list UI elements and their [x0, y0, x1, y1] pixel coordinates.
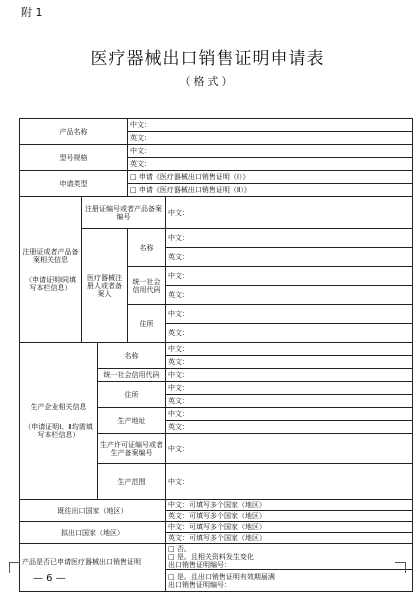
applied-yes-line-2: 出口销售证明编号：: [168, 580, 231, 589]
mfr-license-field[interactable]: 中文：: [166, 434, 413, 464]
exported-countries-cn-field[interactable]: 中文：可填写多个国家（地区）: [166, 500, 413, 511]
registrant-label: 医疗器械注册人或者备案人: [82, 229, 128, 343]
mfr-address-en-field[interactable]: 英文：: [166, 395, 413, 408]
apply-type-option-1[interactable]: □ 申请《医疗器械出口销售证明（Ⅰ）》: [128, 171, 413, 184]
reg-cert-no-field[interactable]: 中文：: [166, 197, 413, 229]
applied-before-label: 产品是否已申请医疗器械出口销售证明: [20, 544, 166, 592]
mfr-scope-field[interactable]: 中文：: [166, 464, 413, 500]
model-spec-cn-field[interactable]: 中文：: [128, 145, 413, 158]
model-spec-cn-row: [20, 145, 413, 158]
product-name-label: 产品名称: [20, 119, 128, 145]
page-corner-right: [395, 562, 406, 573]
reg-cert-row: [20, 197, 413, 229]
applied-yes-line-1: □ 是。且出口销售证明有效期届满: [168, 572, 275, 581]
mfr-prod-address-label: 生产地址: [98, 408, 166, 434]
mfr-name-cn-row: [20, 343, 413, 356]
planned-countries-cn-row: [20, 522, 413, 533]
mfr-name-label: 名称: [98, 343, 166, 369]
registrant-address-en-field[interactable]: 英文：: [166, 324, 413, 343]
mfr-address-label: 住所: [98, 382, 166, 408]
mfr-license-label: 生产许可证编号或者生产备案编号: [98, 434, 166, 464]
product-name-cn-row: [20, 119, 413, 132]
application-form-table: [19, 118, 413, 592]
page-number: — 6 —: [33, 573, 66, 584]
planned-countries-en-field[interactable]: 英文：可填写多个国家（地区）: [166, 533, 413, 544]
registrant-credit-label: 统一社会信用代码: [128, 267, 166, 305]
document-subtitle: （格式）: [179, 75, 236, 88]
apply-type-label: 申请类型: [20, 171, 128, 197]
applied-no-line-2: □ 是。且相关资料发生变化: [168, 552, 254, 561]
mfr-prod-address-en-field[interactable]: 英文：: [166, 421, 413, 434]
mfr-name-en-field[interactable]: 英文：: [166, 356, 413, 369]
mfr-credit-label: 统一社会信用代码: [98, 369, 166, 382]
reg-info-section-label: [20, 197, 82, 343]
registrant-name-en-field[interactable]: 英文：: [166, 248, 413, 267]
registrant-name-label: 名称: [128, 229, 166, 267]
mfr-name-cn-field[interactable]: 中文：: [166, 343, 413, 356]
apply-type-row-1: [20, 171, 413, 184]
attachment-label: 附 1: [21, 6, 43, 19]
exported-countries-en-field[interactable]: 英文：可填写多个国家（地区）: [166, 511, 413, 522]
registrant-credit-en-field[interactable]: 英文：: [166, 286, 413, 305]
apply-type-option-2[interactable]: □ 申请《医疗器械出口销售证明（Ⅱ）》: [128, 184, 413, 197]
model-spec-en-field[interactable]: 英文：: [128, 158, 413, 171]
mfr-credit-field[interactable]: 中文：: [166, 369, 413, 382]
registrant-credit-cn-field[interactable]: 中文：: [166, 267, 413, 286]
model-spec-label: 型号规格: [20, 145, 128, 171]
exported-countries-label: 既往出口国家（地区）: [20, 500, 166, 522]
mfr-address-cn-field[interactable]: 中文：: [166, 382, 413, 395]
mfr-info-note: （申请证明Ⅰ、Ⅱ均需填写本栏信息）: [24, 423, 93, 439]
planned-countries-label: 拟出口国家（地区）: [20, 522, 166, 544]
applied-no-line-1: □ 否。: [168, 544, 191, 553]
applied-before-row-1: [20, 544, 413, 570]
mfr-scope-label: 生产范围: [98, 464, 166, 500]
planned-countries-cn-field[interactable]: 中文：可填写多个国家（地区）: [166, 522, 413, 533]
registrant-address-cn-field[interactable]: 中文：: [166, 305, 413, 324]
applied-before-option-2[interactable]: [166, 570, 413, 592]
reg-cert-no-label: 注册证编号或者产品备案编号: [82, 197, 166, 229]
mfr-info-title: 生产企业相关信息: [30, 403, 87, 411]
applied-before-option-1[interactable]: [166, 544, 413, 570]
reg-info-title: 注册证或者产品备案相关信息: [22, 247, 79, 264]
document-title: 医疗器械出口销售证明申请表: [90, 49, 325, 69]
page-corner-left: [9, 562, 20, 573]
mfr-info-section-label: [20, 343, 98, 500]
product-name-cn-field[interactable]: 中文：: [128, 119, 413, 132]
applied-no-line-3: 出口销售证明编号：: [168, 560, 231, 569]
product-name-en-field[interactable]: 英文：: [128, 132, 413, 145]
registrant-address-label: 住所: [128, 305, 166, 343]
registrant-name-cn-field[interactable]: 中文：: [166, 229, 413, 248]
exported-countries-cn-row: [20, 500, 413, 511]
reg-info-note: （申请证明Ⅰ同填写本栏信息）: [24, 275, 77, 292]
mfr-prod-address-cn-field[interactable]: 中文：: [166, 408, 413, 421]
